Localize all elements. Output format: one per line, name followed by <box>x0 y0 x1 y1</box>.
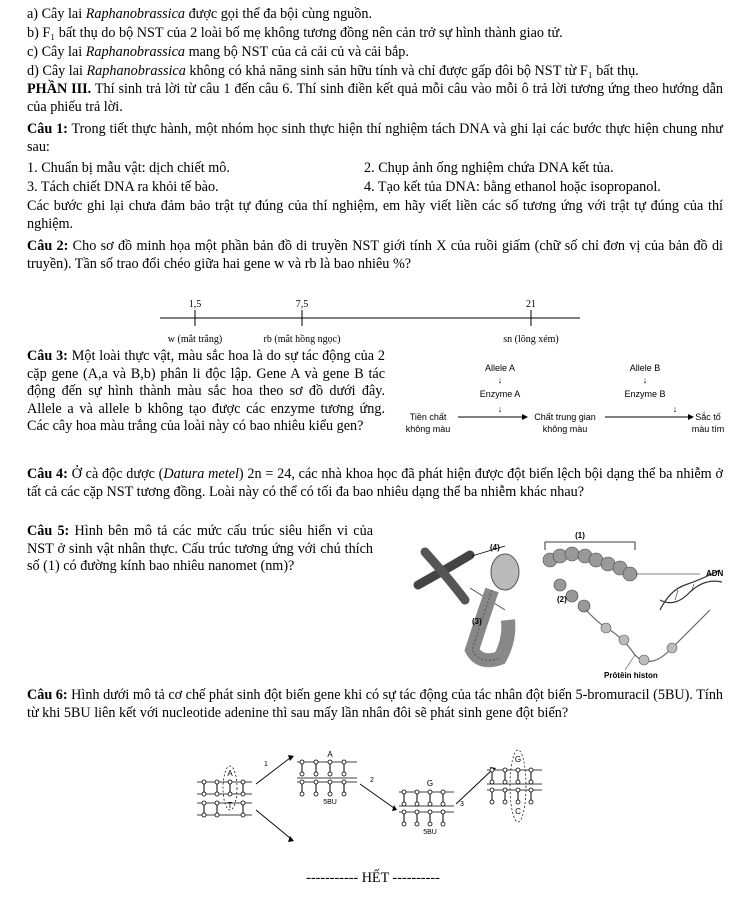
q1-step-4: 4. Tạo kết tủa DNA: bằng ethanol hoặc isopropanol. <box>364 179 661 195</box>
q1-step-1: 1. Chuẩn bị mẫu vật: dịch chiết mô. <box>27 160 230 176</box>
question-1: Câu 1: Trong tiết thực hành, một nhóm học sinh thực hiện thí nghiệm tách DNA và ghi lại các bước thực hiện chung như sau: <box>27 121 723 155</box>
mutant-dna <box>487 750 542 822</box>
svg-text:không màu: không màu <box>405 424 451 434</box>
question-4: Câu 4: Ở cà độc dược (Datura metel) 2n = 24, các nhà khoa học đã phát hiện được đột biến lệch bội dạng thể ba nhiễm ở tất cả các cặp NST tương đồng. Loài này có thể có tối đa bao nhiêu dạng thể ba nhiễm khác nhau? <box>27 466 723 500</box>
genetic-map <box>150 296 590 350</box>
question-2: Câu 2: Cho sơ đồ minh họa một phần bản đồ di truyền NST giới tính X của ruồi giấm (chữ số chỉ đơn vị của bản đồ di truyền). Tần số trao đổi chéo giữa hai gene w và rb là bao nhiêu %? <box>27 238 723 272</box>
option-d: d) Cây lai Raphanobrassica không có khả năng sinh sản hữu tính và chỉ được gấp đôi bộ NST từ F₁ bất thụ. <box>27 63 639 79</box>
svg-text:5BU: 5BU <box>423 829 437 836</box>
label-4: (4) <box>490 543 500 552</box>
precursor-label: Tiền chất <box>409 412 447 422</box>
allele-b-label: Allele B <box>629 363 661 373</box>
original-dna <box>197 766 252 817</box>
svg-text:↓: ↓ <box>497 375 503 385</box>
nucleosomes <box>601 623 677 665</box>
label-adn: ADN <box>706 569 724 578</box>
svg-text:↓: ↓ <box>672 404 678 414</box>
allele-a-label: Allele A <box>484 363 516 373</box>
svg-text:T: T <box>227 801 233 810</box>
label-3: (3) <box>472 617 482 626</box>
question-5: Câu 5: Hình bên mô tả các mức cấu trúc siêu hiển vi của NST ở sinh vật nhân thực. Cấu trúc tương ứng với chú thích số (1) có đường kính bao nhiêu nanomet (nm)? <box>27 523 373 574</box>
enzyme-a-label: Enzyme A <box>479 389 521 399</box>
end-marker: ----------- HẾT ---------- <box>306 870 440 886</box>
svg-text:G: G <box>426 779 434 788</box>
map-pos-rb: 7,5 <box>295 299 309 310</box>
q1-ask: Các bước ghi lại chưa đảm bảo trật tự đúng của thí nghiệm, em hãy viết liền các số tương ứng với trật tự đúng của thí nghiệm. <box>27 198 723 232</box>
option-b: b) F₁ bất thụ do bộ NST của 2 loài bố mẹ không tương đồng nên cản trở sự hình thành giao tử. <box>27 25 563 41</box>
map-gene-rb: rb (mắt hồng ngọc) <box>263 334 341 345</box>
svg-text:↓: ↓ <box>642 375 648 385</box>
replication-2 <box>399 779 454 836</box>
q1-step-2: 2. Chụp ảnh ống nghiệm chứa DNA kết tủa. <box>364 160 614 176</box>
svg-text:1: 1 <box>264 761 268 768</box>
5bu-mutation-figure <box>192 748 562 848</box>
svg-text:2: 2 <box>370 777 374 784</box>
enzyme-b-label: Enzyme B <box>624 389 666 399</box>
question-6: Câu 6: Hình dưới mô tả cơ chế phát sinh đột biến gene khi có sự tác động của tác nhân đột biến 5-bromuracil (5BU). Tính từ khi 5BU liên kết với nucleotide adenine thì sau mấy lần nhân đôi sẽ phát sinh gene đột biến? <box>27 687 724 721</box>
map-pos-w: 1,5 <box>188 299 202 310</box>
svg-text:màu tím: màu tím <box>691 424 725 434</box>
map-gene-sn: sn (lông xém) <box>503 334 559 345</box>
question-3: Câu 3: Một loài thực vật, màu sắc hoa là do sự tác động của 2 cặp gene (A,a và B,b) phân li độc lập. Gene A và gene B tác động đến sự hình thành màu sắc hoa theo sơ đồ dưới đây. Allele a và allele b không tạo được các enzyme tương ứng. Các cây hoa màu trắng của loài này có bao nhiêu kiểu gen? <box>27 348 385 434</box>
intermediate-label: Chất trung gian <box>534 412 596 422</box>
label-2: (2) <box>557 595 567 604</box>
chromosome-icon <box>418 552 470 600</box>
svg-text:G: G <box>514 755 522 764</box>
chromosome-structure-figure <box>410 530 730 682</box>
coiled-fiber <box>472 554 519 660</box>
svg-text:5BU: 5BU <box>323 799 337 806</box>
map-gene-w: w (mắt trắng) <box>167 334 223 345</box>
q1-step-3: 3. Tách chiết DNA ra khỏi tế bào. <box>27 179 219 195</box>
label-histone: Prôtêin histon <box>604 671 658 680</box>
svg-text:3: 3 <box>460 801 464 808</box>
pigment-label: Sắc tố <box>695 412 721 422</box>
label-1: (1) <box>575 531 585 540</box>
svg-text:C: C <box>515 807 521 816</box>
svg-text:không màu: không màu <box>542 424 588 434</box>
svg-text:A: A <box>227 769 233 778</box>
replication-1 <box>297 750 357 806</box>
svg-text:↓: ↓ <box>497 404 503 414</box>
map-pos-sn: 21 <box>526 299 536 310</box>
svg-text:A: A <box>327 750 333 759</box>
part3-instructions: PHẦN III. Thí sinh trả lời từ câu 1 đến câu 6. Thí sinh điền kết quả mỗi câu vào mỗi ô trả lời tương ứng theo hướng dẫn của phiếu trả lời. <box>27 81 723 115</box>
option-c: c) Cây lai Raphanobrassica mang bộ NST của cả cải củ và cải bắp. <box>27 44 409 60</box>
option-a: a) Cây lai Raphanobrassica được gọi thể đa bội cùng nguồn. <box>27 6 373 22</box>
pigment-pathway <box>400 358 730 438</box>
